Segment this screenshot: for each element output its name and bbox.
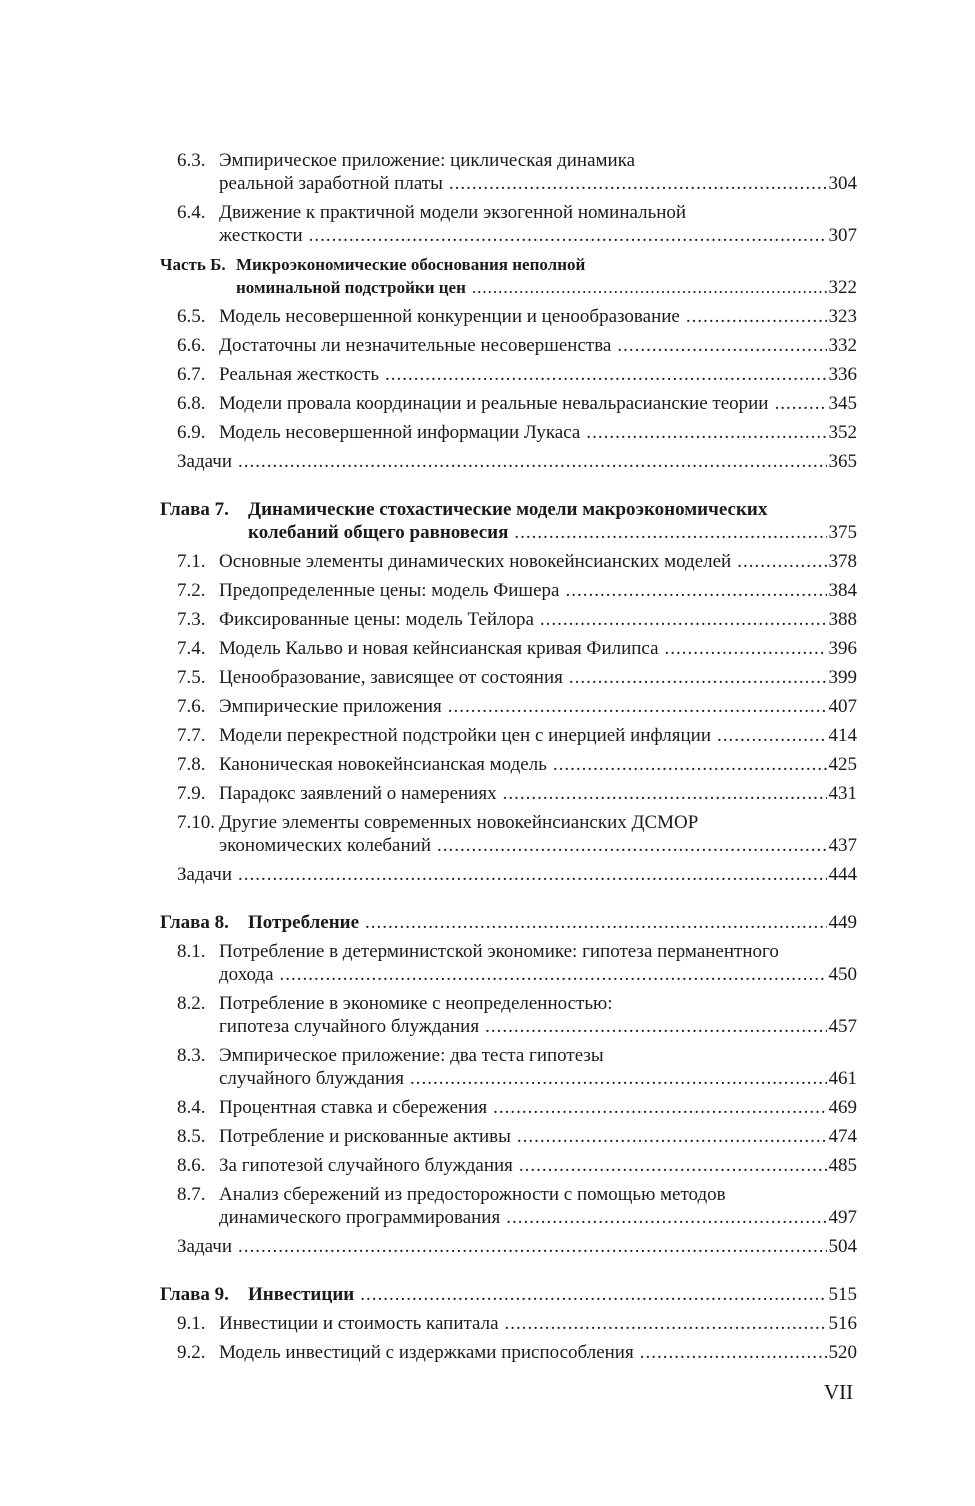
toc-line xyxy=(160,224,857,247)
entry-page: 414 xyxy=(828,725,857,746)
toc-entry-section[interactable] xyxy=(160,392,857,415)
toc-line xyxy=(160,521,857,544)
dot-leader xyxy=(640,1341,827,1364)
toc-entry-section[interactable] xyxy=(160,149,857,195)
toc-line xyxy=(160,1312,857,1335)
entry-title: Инвестиции и стоимость капитала xyxy=(219,1313,499,1334)
entry-page: 304 xyxy=(828,173,857,194)
toc-line xyxy=(160,1283,857,1306)
entry-number: 6.8. xyxy=(177,393,206,414)
entry-page: 520 xyxy=(828,1342,857,1363)
entry-title: Анализ сбережений из предосторожности с помощью методов xyxy=(219,1184,726,1205)
toc-line xyxy=(160,863,857,886)
dot-leader xyxy=(506,1206,826,1229)
table-of-contents xyxy=(160,143,857,1364)
entry-page: 516 xyxy=(828,1313,857,1334)
dot-leader xyxy=(717,724,827,747)
entry-number: 7.6. xyxy=(177,696,206,717)
toc-entry-section[interactable] xyxy=(160,1125,857,1148)
entry-number: Глава 8. xyxy=(160,912,229,933)
entry-title: Реальная жесткость xyxy=(219,364,379,385)
page-number: VII xyxy=(824,1380,854,1404)
entry-title: Основные элементы динамических новокейнсианских моделей xyxy=(219,551,732,572)
entry-title: случайного блуждания xyxy=(219,1068,405,1089)
toc-entry-section[interactable] xyxy=(160,724,857,747)
entry-title: дохода xyxy=(219,964,274,985)
dot-leader xyxy=(493,1096,826,1119)
toc-line xyxy=(160,992,857,1015)
entry-page: 307 xyxy=(828,225,857,246)
toc-entry-section[interactable] xyxy=(160,1096,857,1119)
toc-line xyxy=(160,450,857,473)
entry-title: Модель несовершенной информации Лукаса xyxy=(219,422,581,443)
entry-number: 6.9. xyxy=(177,422,206,443)
entry-page: 431 xyxy=(828,783,857,804)
entry-number: 8.4. xyxy=(177,1097,206,1118)
toc-entry-part[interactable] xyxy=(160,253,857,299)
dot-leader xyxy=(553,753,827,776)
entry-title: Парадокс заявлений о намерениях xyxy=(219,783,497,804)
entry-number: 8.6. xyxy=(177,1155,206,1176)
toc-entry-section[interactable] xyxy=(160,782,857,805)
toc-entry-section[interactable] xyxy=(160,1341,857,1364)
toc-line xyxy=(160,911,857,934)
toc-entry-problems[interactable] xyxy=(160,863,857,886)
toc-entry-section[interactable] xyxy=(160,637,857,660)
entry-number: 7.1. xyxy=(177,551,206,572)
toc-entry-section[interactable] xyxy=(160,1312,857,1335)
entry-number: 6.5. xyxy=(177,306,206,327)
toc-entry-section[interactable] xyxy=(160,305,857,328)
toc-entry-problems[interactable] xyxy=(160,450,857,473)
dot-leader xyxy=(437,834,827,857)
entry-title: Задачи xyxy=(177,1236,233,1257)
entry-number: 7.9. xyxy=(177,783,206,804)
dot-leader xyxy=(503,782,827,805)
toc-line xyxy=(160,608,857,631)
entry-title: Предопределенные цены: модель Фишера xyxy=(219,580,560,601)
toc-line xyxy=(160,1096,857,1119)
toc-line xyxy=(160,695,857,718)
entry-page: 425 xyxy=(828,754,857,775)
entry-number: Часть Б. xyxy=(160,255,226,274)
entry-page: 457 xyxy=(828,1016,857,1037)
entry-title: Модель инвестиций с издержками приспособления xyxy=(219,1342,634,1363)
dot-leader xyxy=(238,450,826,473)
entry-page: 399 xyxy=(828,667,857,688)
entry-number: 8.7. xyxy=(177,1184,206,1205)
dot-leader xyxy=(617,334,826,357)
toc-entry-section[interactable] xyxy=(160,608,857,631)
toc-line xyxy=(160,498,857,521)
entry-page: 437 xyxy=(828,835,857,856)
toc-entry-chapter[interactable] xyxy=(160,911,857,934)
entry-title: Инвестиции xyxy=(248,1284,355,1305)
entry-page: 323 xyxy=(828,306,857,327)
entry-page: 474 xyxy=(828,1126,857,1147)
entry-title: Каноническая новокейнсианская модель xyxy=(219,754,547,775)
entry-page: 352 xyxy=(828,422,857,443)
entry-page: 469 xyxy=(828,1097,857,1118)
toc-entry-section[interactable] xyxy=(160,201,857,247)
entry-number: 7.7. xyxy=(177,725,206,746)
entry-page: 345 xyxy=(828,393,857,414)
toc-line xyxy=(160,753,857,776)
toc-entry-section[interactable] xyxy=(160,940,857,986)
entry-page: 322 xyxy=(828,277,857,298)
entry-title: За гипотезой случайного блуждания xyxy=(219,1155,513,1176)
toc-entry-section[interactable] xyxy=(160,666,857,689)
toc-line xyxy=(160,782,857,805)
dot-leader xyxy=(565,579,826,602)
entry-title: Достаточны ли незначительные несовершенства xyxy=(219,335,612,356)
dot-leader xyxy=(309,224,827,247)
toc-line xyxy=(160,550,857,573)
dot-leader xyxy=(586,421,826,444)
toc-line xyxy=(160,637,857,660)
entry-title: Потребление xyxy=(248,912,360,933)
toc-entry-section[interactable] xyxy=(160,1154,857,1177)
toc-entry-section[interactable] xyxy=(160,811,857,857)
dot-leader xyxy=(485,1015,826,1038)
toc-line xyxy=(160,1206,857,1229)
entry-title: Эмпирические приложения xyxy=(219,696,442,717)
dot-leader xyxy=(238,1235,826,1258)
entry-number: 7.4. xyxy=(177,638,206,659)
toc-entry-section[interactable] xyxy=(160,363,857,386)
toc-line xyxy=(160,666,857,689)
entry-page: 396 xyxy=(828,638,857,659)
dot-leader xyxy=(665,637,827,660)
entry-page: 450 xyxy=(828,964,857,985)
toc-line xyxy=(160,421,857,444)
dot-leader xyxy=(686,305,827,328)
toc-line xyxy=(160,834,857,857)
entry-title: Модель несовершенной конкуренции и ценообразование xyxy=(219,306,680,327)
entry-title: Эмпирическое приложение: два теста гипотезы xyxy=(219,1045,604,1066)
dot-leader xyxy=(505,1312,827,1335)
toc-line xyxy=(160,1067,857,1090)
dot-leader xyxy=(774,392,826,415)
entry-page: 332 xyxy=(828,335,857,356)
toc-line xyxy=(160,724,857,747)
entry-title: Модели провала координации и реальные невальрасианские теории xyxy=(219,393,769,414)
dot-leader xyxy=(448,695,827,718)
entry-number: 7.5. xyxy=(177,667,206,688)
toc-line xyxy=(160,201,857,224)
toc-line xyxy=(160,276,857,299)
entry-title: колебаний общего равновесия xyxy=(248,522,509,543)
dot-leader xyxy=(385,363,827,386)
entry-number: 6.7. xyxy=(177,364,206,385)
entry-title: Микроэкономические обоснования неполной xyxy=(236,255,586,274)
toc-entry-section[interactable] xyxy=(160,334,857,357)
entry-page: 461 xyxy=(828,1068,857,1089)
entry-number: 8.3. xyxy=(177,1045,206,1066)
toc-entry-section[interactable] xyxy=(160,1044,857,1090)
entry-number: 7.3. xyxy=(177,609,206,630)
entry-number: 7.10. xyxy=(177,812,215,833)
entry-page: 485 xyxy=(828,1155,857,1176)
entry-number: 8.1. xyxy=(177,941,206,962)
toc-line xyxy=(160,1183,857,1206)
dot-leader xyxy=(569,666,827,689)
entry-title: Потребление и рискованные активы xyxy=(219,1126,511,1147)
toc-entry-chapter[interactable] xyxy=(160,1283,857,1306)
entry-title: Фиксированные цены: модель Тейлора xyxy=(219,609,534,630)
toc-entry-section[interactable] xyxy=(160,550,857,573)
toc-entry-section[interactable] xyxy=(160,695,857,718)
entry-page: 504 xyxy=(828,1236,857,1257)
toc-entry-section[interactable] xyxy=(160,579,857,602)
entry-title: Модели перекрестной подстройки цен с инерцией инфляции xyxy=(219,725,711,746)
entry-page: 378 xyxy=(828,551,857,572)
entry-number: 6.3. xyxy=(177,150,206,171)
toc-line xyxy=(160,1015,857,1038)
toc-line xyxy=(160,579,857,602)
dot-leader xyxy=(360,1283,826,1306)
dot-leader xyxy=(410,1067,826,1090)
toc-entry-chapter[interactable] xyxy=(160,498,857,544)
dot-leader xyxy=(514,521,826,544)
entry-title: жесткости xyxy=(219,225,303,246)
entry-title: Модель Кальво и новая кейнсианская кривая Филипса xyxy=(219,638,659,659)
toc-line xyxy=(160,1341,857,1364)
toc-entry-section[interactable] xyxy=(160,1183,857,1229)
entry-title: номинальной подстройки цен xyxy=(236,278,466,297)
toc-line xyxy=(160,1044,857,1067)
entry-title: реальной заработной платы xyxy=(219,173,443,194)
entry-title: Ценообразование, зависящее от состояния xyxy=(219,667,563,688)
entry-title: Потребление в экономике с неопределенностью: xyxy=(219,993,613,1014)
toc-line xyxy=(160,392,857,415)
dot-leader xyxy=(517,1125,827,1148)
entry-number: 9.2. xyxy=(177,1342,206,1363)
dot-leader xyxy=(519,1154,827,1177)
entry-page: 444 xyxy=(828,864,857,885)
entry-page: 407 xyxy=(828,696,857,717)
entry-number: 6.4. xyxy=(177,202,206,223)
toc-line xyxy=(160,149,857,172)
entry-title: динамического программирования xyxy=(219,1207,501,1228)
entry-title: Динамические стохастические модели макроэкономических xyxy=(248,499,768,520)
entry-title: Потребление в детерминистской экономике: гипотеза перманентного xyxy=(219,941,779,962)
dot-leader xyxy=(365,911,826,934)
dot-leader xyxy=(540,608,827,631)
entry-title: Эмпирическое приложение: циклическая динамика xyxy=(219,150,636,171)
entry-number: 7.2. xyxy=(177,580,206,601)
dot-leader xyxy=(737,550,826,573)
entry-page: 515 xyxy=(828,1284,857,1305)
toc-entry-problems[interactable] xyxy=(160,1235,857,1258)
dot-leader xyxy=(472,276,827,299)
entry-title: Другие элементы современных новокейнсианских ДСМОР xyxy=(219,812,699,833)
entry-page: 375 xyxy=(828,522,857,543)
toc-entry-section[interactable] xyxy=(160,992,857,1038)
toc-line xyxy=(160,940,857,963)
entry-number: Глава 9. xyxy=(160,1284,229,1305)
toc-entry-section[interactable] xyxy=(160,421,857,444)
entry-page: 384 xyxy=(828,580,857,601)
entry-number: Глава 7. xyxy=(160,499,229,520)
entry-page: 388 xyxy=(828,609,857,630)
toc-line xyxy=(160,363,857,386)
entry-page: 336 xyxy=(828,364,857,385)
dot-leader xyxy=(238,863,826,886)
entry-number: 6.6. xyxy=(177,335,206,356)
dot-leader xyxy=(449,172,827,195)
toc-line xyxy=(160,1235,857,1258)
entry-page: 449 xyxy=(828,912,857,933)
entry-title: Задачи xyxy=(177,451,233,472)
entry-title: Процентная ставка и сбережения xyxy=(219,1097,488,1118)
toc-entry-section[interactable] xyxy=(160,753,857,776)
toc-line xyxy=(160,172,857,195)
entry-title: экономических колебаний xyxy=(219,835,431,856)
toc-line xyxy=(160,305,857,328)
toc-line xyxy=(160,1125,857,1148)
entry-page: 365 xyxy=(828,451,857,472)
toc-line xyxy=(160,811,857,834)
entry-number: 8.2. xyxy=(177,993,206,1014)
dot-leader xyxy=(280,963,827,986)
toc-line xyxy=(160,253,857,276)
entry-number: 8.5. xyxy=(177,1126,206,1147)
entry-title: Движение к практичной модели экзогенной номинальной xyxy=(219,202,687,223)
toc-line xyxy=(160,963,857,986)
entry-title: Задачи xyxy=(177,864,233,885)
entry-page: 497 xyxy=(828,1207,857,1228)
toc-line xyxy=(160,334,857,357)
entry-title: гипотеза случайного блуждания xyxy=(219,1016,480,1037)
entry-number: 7.8. xyxy=(177,754,206,775)
toc-line xyxy=(160,1154,857,1177)
entry-number: 9.1. xyxy=(177,1313,206,1334)
